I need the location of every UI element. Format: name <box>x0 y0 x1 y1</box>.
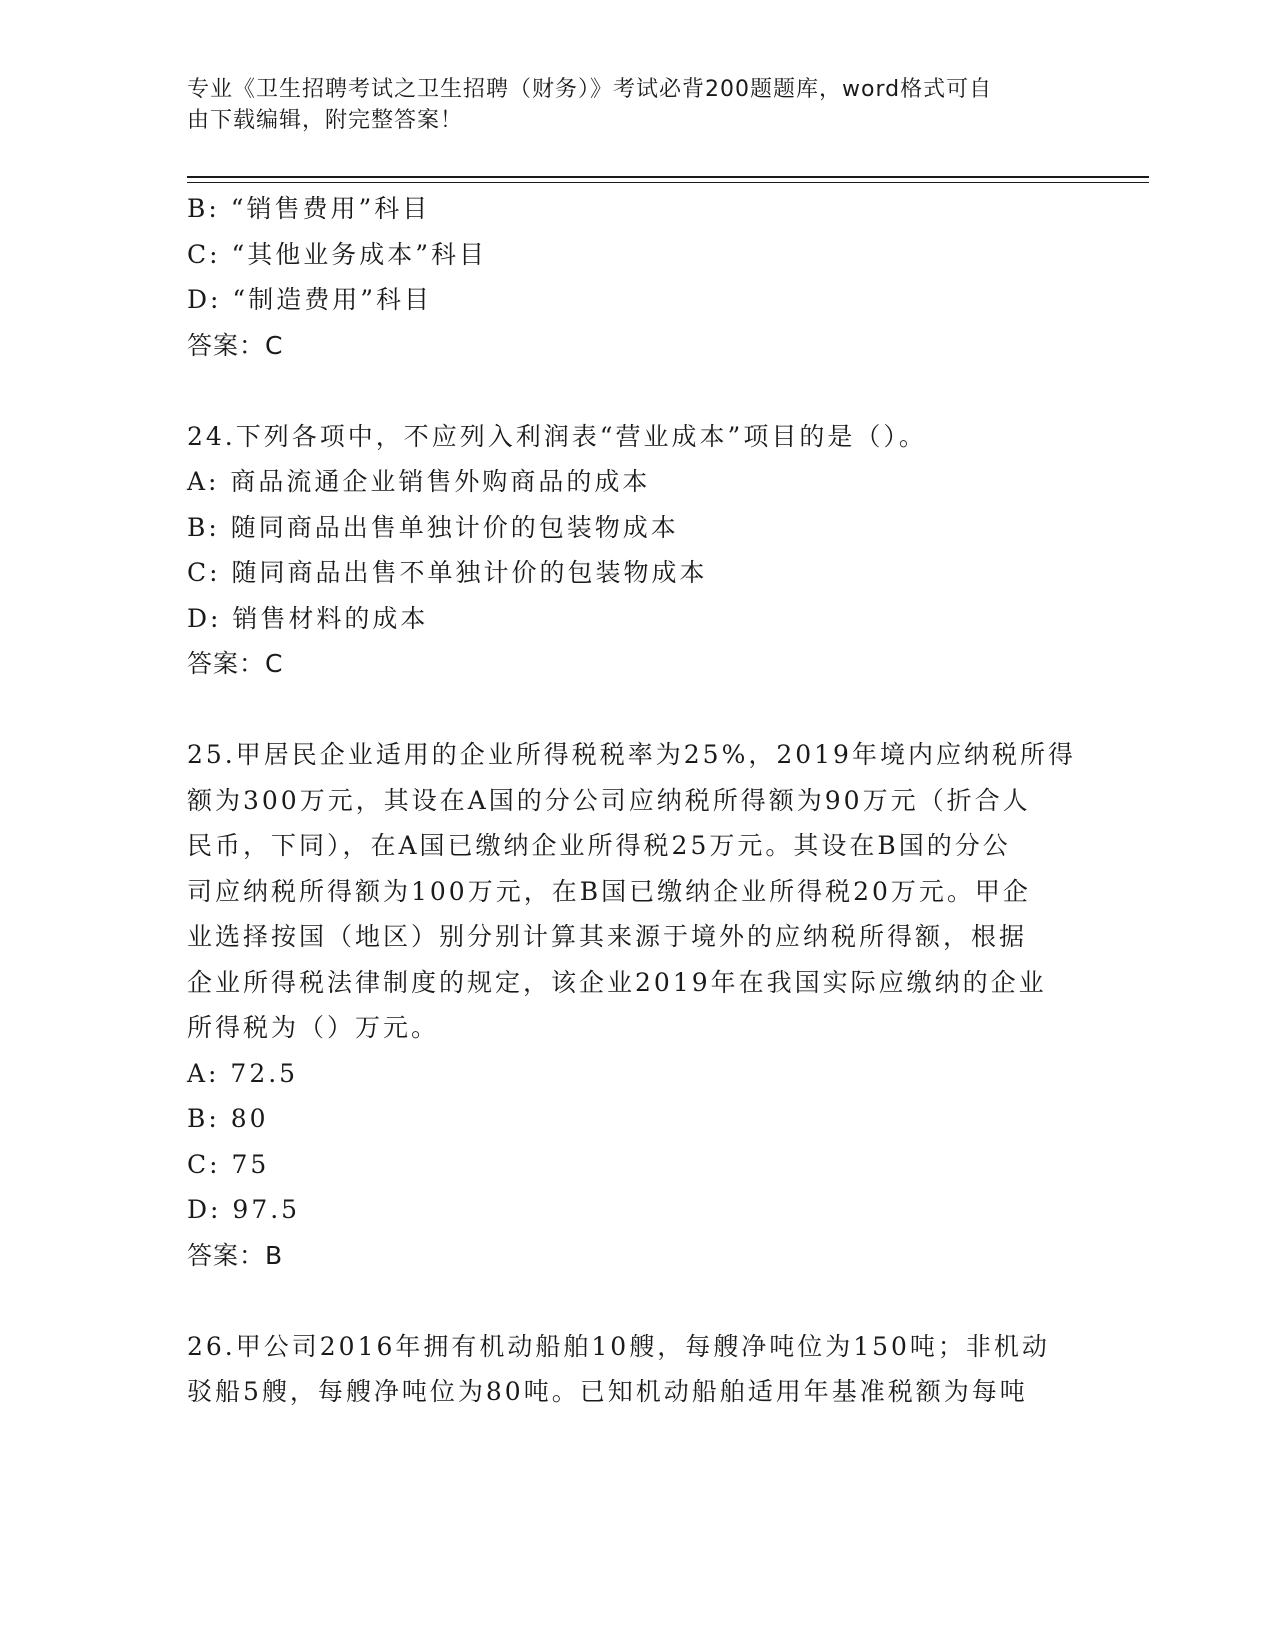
q25-question-line: 司应纳税所得额为100万元，在B国已缴纳企业所得税20万元。甲企 <box>187 876 1031 906</box>
q25-option-d: D: 97.5 <box>187 1195 301 1224</box>
q24-answer: 答案：C <box>187 649 284 678</box>
question-23 <box>187 186 1077 368</box>
q23-option-b: B: “销售费用”科目 <box>187 194 431 223</box>
document-body <box>187 186 1077 1415</box>
q25-option-b: B: 80 <box>187 1104 269 1133</box>
q25-option-a: A: 72.5 <box>187 1058 299 1088</box>
spacer <box>187 368 1077 414</box>
q26-question-line: 26.甲公司2016年拥有机动船舶10艘，每艘净吨位为150吨；非机动 <box>187 1331 1050 1361</box>
question-26 <box>187 1324 1077 1415</box>
header-title-line-2: 由下载编辑，附完整答案！ <box>187 108 464 133</box>
q25-question-line: 额为300万元，其设在A国的分公司应纳税所得额为90万元（折合人 <box>187 785 1031 815</box>
q24-option-b: B: 随同商品出售单独计价的包装物成本 <box>187 512 679 542</box>
q23-option-d: D: “制造费用”科目 <box>187 285 432 314</box>
spacer <box>187 687 1077 733</box>
q24-question: 24.下列各项中，不应列入利润表“营业成本”项目的是（）。 <box>187 421 927 451</box>
header-title-line-1: 专业《卫生招聘考试之卫生招聘（财务）》考试必背200题题库，word格式可自 <box>187 77 993 102</box>
q24-option-d: D: 销售材料的成本 <box>187 603 429 633</box>
q24-option-c: C: 随同商品出售不单独计价的包装物成本 <box>187 558 708 587</box>
q26-question-line: 驳船5艘，每艘净吨位为80吨。已知机动船舶适用年基准税额为每吨 <box>187 1377 1028 1406</box>
q23-option-c: C: “其他业务成本”科目 <box>187 239 488 269</box>
header-divider-thin <box>187 182 1149 183</box>
q25-question-line: 企业所得税法律制度的规定，该企业2019年在我国实际应缴纳的企业 <box>187 967 1047 997</box>
q25-question-line: 业选择按国（地区）别分别计算其来源于境外的应纳税所得额，根据 <box>187 922 1028 951</box>
q23-answer: 答案：C <box>187 330 284 360</box>
header-divider-thick <box>187 176 1149 178</box>
question-25 <box>187 732 1077 1278</box>
q24-option-a: A: 商品流通企业销售外购商品的成本 <box>187 467 651 496</box>
q25-option-c: C: 75 <box>187 1149 270 1179</box>
q25-question-line: 25.甲居民企业适用的企业所得税税率为25%，2019年境内应纳税所得 <box>187 740 1076 769</box>
document-header <box>187 74 1067 136</box>
question-24 <box>187 414 1077 687</box>
spacer <box>187 1278 1077 1324</box>
q25-question-line: 民币，下同），在A国已缴纳企业所得税25万元。其设在B国的分公 <box>187 831 1011 860</box>
q25-answer: 答案：B <box>187 1240 284 1270</box>
q25-question-line: 所得税为（）万元。 <box>187 1013 440 1042</box>
